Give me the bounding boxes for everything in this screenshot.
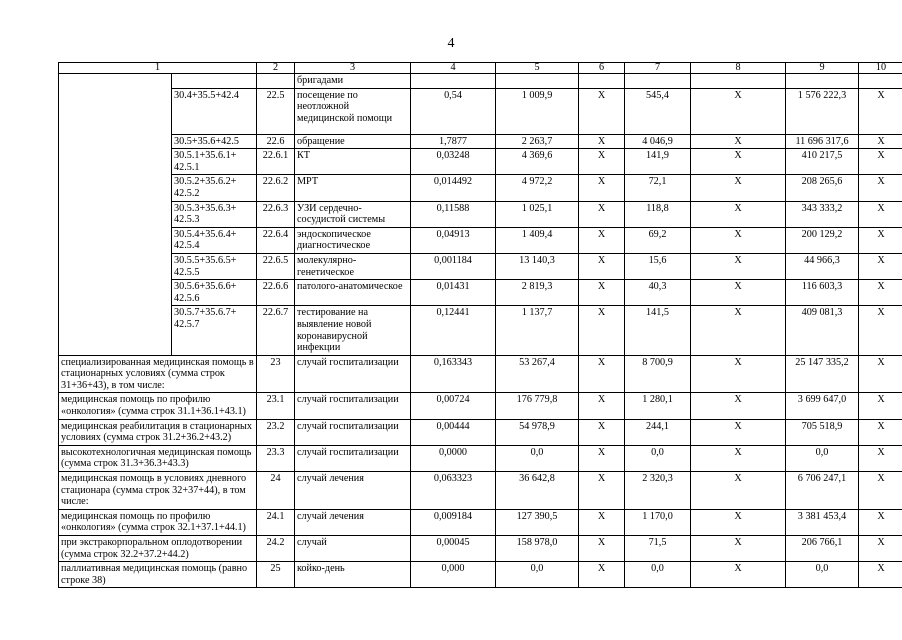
value-cell: X bbox=[579, 201, 625, 227]
unit-cell: МРТ bbox=[295, 175, 411, 201]
value-cell: 0,0 bbox=[496, 445, 579, 471]
table-row bbox=[59, 88, 902, 134]
value-cell: 0,0 bbox=[496, 562, 579, 588]
row-label-cell: при экстракорпоральном оплодотворении (сумма строк 32.2+37.2+44.2) bbox=[59, 536, 257, 562]
value-cell: 410 217,5 bbox=[786, 149, 859, 175]
value-cell: 1 009,9 bbox=[496, 88, 579, 134]
unit-cell: бригадами bbox=[295, 74, 411, 89]
value-cell: 1 137,7 bbox=[496, 306, 579, 355]
value-cell: 0,014492 bbox=[411, 175, 496, 201]
value-cell: X bbox=[579, 88, 625, 134]
value-cell: X bbox=[859, 227, 902, 253]
unit-cell: случай госпитализации bbox=[295, 419, 411, 445]
value-cell: 0,11588 bbox=[411, 201, 496, 227]
value-cell: 1,7877 bbox=[411, 134, 496, 149]
value-cell bbox=[579, 74, 625, 89]
value-cell bbox=[625, 74, 691, 89]
line-number-cell bbox=[257, 74, 295, 89]
formula-cell: 30.5.6+35.6.6+ 42.5.6 bbox=[172, 280, 257, 306]
row-label-cell: специализированная медицинская помощь в стационарных условиях (сумма строк 31+36+43), в том числе: bbox=[59, 355, 257, 393]
value-cell: X bbox=[691, 306, 786, 355]
value-cell: 244,1 bbox=[625, 419, 691, 445]
unit-cell: КТ bbox=[295, 149, 411, 175]
formula-cell: 30.5.1+35.6.1+ 42.5.1 bbox=[172, 149, 257, 175]
value-cell bbox=[496, 74, 579, 89]
value-cell bbox=[411, 74, 496, 89]
formula-cell: 30.5.2+35.6.2+ 42.5.2 bbox=[172, 175, 257, 201]
unit-cell: случай лечения bbox=[295, 509, 411, 535]
value-cell: X bbox=[859, 201, 902, 227]
value-cell: 25 147 335,2 bbox=[786, 355, 859, 393]
unit-cell: УЗИ сердечно-сосудистой системы bbox=[295, 201, 411, 227]
value-cell: 13 140,3 bbox=[496, 253, 579, 279]
line-number-cell: 22.6.1 bbox=[257, 149, 295, 175]
value-cell: 53 267,4 bbox=[496, 355, 579, 393]
value-cell: X bbox=[579, 134, 625, 149]
table-row bbox=[59, 201, 902, 227]
header-cell: 7 bbox=[625, 63, 691, 74]
value-cell: X bbox=[691, 149, 786, 175]
value-cell: X bbox=[859, 562, 902, 588]
table-row bbox=[59, 445, 902, 471]
value-cell: X bbox=[691, 393, 786, 419]
unit-cell: посещение по неотложной медицинской помощи bbox=[295, 88, 411, 134]
value-cell: 141,5 bbox=[625, 306, 691, 355]
value-cell: X bbox=[859, 149, 902, 175]
table-row bbox=[59, 306, 902, 355]
value-cell: X bbox=[579, 472, 625, 510]
line-number-cell: 22.6.3 bbox=[257, 201, 295, 227]
header-cell: 5 bbox=[496, 63, 579, 74]
blank-group-cell bbox=[59, 74, 172, 356]
line-number-cell: 24.1 bbox=[257, 509, 295, 535]
value-cell: X bbox=[579, 393, 625, 419]
value-cell: 0,0 bbox=[625, 445, 691, 471]
unit-cell: молекулярно-генетическое bbox=[295, 253, 411, 279]
value-cell: X bbox=[859, 175, 902, 201]
value-cell: 0,000 bbox=[411, 562, 496, 588]
row-label-cell: медицинская помощь в условиях дневного стационара (сумма строк 32+37+44), в том числе: bbox=[59, 472, 257, 510]
header-cell: 2 bbox=[257, 63, 295, 74]
line-number-cell: 23.3 bbox=[257, 445, 295, 471]
value-cell: 0,00724 bbox=[411, 393, 496, 419]
formula-cell: 30.5.5+35.6.5+ 42.5.5 bbox=[172, 253, 257, 279]
value-cell: 0,0000 bbox=[411, 445, 496, 471]
value-cell: X bbox=[691, 227, 786, 253]
value-cell: 118,8 bbox=[625, 201, 691, 227]
value-cell: X bbox=[691, 562, 786, 588]
table-row bbox=[59, 134, 902, 149]
value-cell: 0,54 bbox=[411, 88, 496, 134]
table-row bbox=[59, 536, 902, 562]
value-cell: 2 263,7 bbox=[496, 134, 579, 149]
table-row bbox=[59, 472, 902, 510]
value-cell: 1 170,0 bbox=[625, 509, 691, 535]
value-cell: 40,3 bbox=[625, 280, 691, 306]
row-label-cell: медицинская помощь по профилю «онкология» (сумма строк 32.1+37.1+44.1) bbox=[59, 509, 257, 535]
line-number-cell: 22.6.4 bbox=[257, 227, 295, 253]
value-cell: 6 706 247,1 bbox=[786, 472, 859, 510]
value-cell: X bbox=[859, 280, 902, 306]
row-label-cell: медицинская помощь по профилю «онкология» (сумма строк 31.1+36.1+43.1) bbox=[59, 393, 257, 419]
value-cell: X bbox=[859, 355, 902, 393]
value-cell: X bbox=[579, 419, 625, 445]
value-cell: 2 819,3 bbox=[496, 280, 579, 306]
value-cell: 4 972,2 bbox=[496, 175, 579, 201]
value-cell: 0,12441 bbox=[411, 306, 496, 355]
value-cell: X bbox=[859, 134, 902, 149]
value-cell: 1 409,4 bbox=[496, 227, 579, 253]
value-cell: 409 081,3 bbox=[786, 306, 859, 355]
value-cell: 3 381 453,4 bbox=[786, 509, 859, 535]
value-cell: X bbox=[579, 306, 625, 355]
value-cell bbox=[786, 74, 859, 89]
value-cell: 705 518,9 bbox=[786, 419, 859, 445]
unit-cell: случай госпитализации bbox=[295, 445, 411, 471]
header-cell: 10 bbox=[859, 63, 902, 74]
table-row bbox=[59, 227, 902, 253]
value-cell: X bbox=[579, 445, 625, 471]
value-cell: X bbox=[691, 253, 786, 279]
value-cell: X bbox=[691, 419, 786, 445]
value-cell: 8 700,9 bbox=[625, 355, 691, 393]
continuation-row bbox=[59, 74, 902, 89]
value-cell: X bbox=[579, 355, 625, 393]
row-label-cell: паллиативная медицинская помощь (равно строке 38) bbox=[59, 562, 257, 588]
line-number-cell: 24.2 bbox=[257, 536, 295, 562]
unit-cell: тестирование на выявление новой коронавирусной инфекции bbox=[295, 306, 411, 355]
unit-cell: случай лечения bbox=[295, 472, 411, 510]
value-cell: 127 390,5 bbox=[496, 509, 579, 535]
value-cell: 0,001184 bbox=[411, 253, 496, 279]
value-cell: X bbox=[691, 355, 786, 393]
value-cell: 343 333,2 bbox=[786, 201, 859, 227]
value-cell: X bbox=[859, 445, 902, 471]
value-cell: 0,0 bbox=[786, 445, 859, 471]
formula-cell: 30.4+35.5+42.4 bbox=[172, 88, 257, 134]
unit-cell: эндоскопическое диагностическое bbox=[295, 227, 411, 253]
line-number-cell: 23.2 bbox=[257, 419, 295, 445]
line-number-cell: 23.1 bbox=[257, 393, 295, 419]
value-cell: 0,03248 bbox=[411, 149, 496, 175]
value-cell: 1 280,1 bbox=[625, 393, 691, 419]
value-cell: X bbox=[859, 536, 902, 562]
value-cell: 206 766,1 bbox=[786, 536, 859, 562]
value-cell: 0,01431 bbox=[411, 280, 496, 306]
value-cell: 3 699 647,0 bbox=[786, 393, 859, 419]
value-cell: 176 779,8 bbox=[496, 393, 579, 419]
value-cell: 11 696 317,6 bbox=[786, 134, 859, 149]
value-cell bbox=[859, 74, 902, 89]
value-cell: X bbox=[859, 419, 902, 445]
table-row bbox=[59, 253, 902, 279]
value-cell: X bbox=[691, 134, 786, 149]
value-cell: 0,00045 bbox=[411, 536, 496, 562]
value-cell: 54 978,9 bbox=[496, 419, 579, 445]
value-cell: X bbox=[859, 253, 902, 279]
value-cell: X bbox=[579, 280, 625, 306]
line-number-cell: 22.5 bbox=[257, 88, 295, 134]
value-cell: 0,00444 bbox=[411, 419, 496, 445]
unit-cell: случай госпитализации bbox=[295, 355, 411, 393]
header-row bbox=[59, 63, 902, 74]
value-cell: 36 642,8 bbox=[496, 472, 579, 510]
unit-cell: случай госпитализации bbox=[295, 393, 411, 419]
value-cell: 0,0 bbox=[625, 562, 691, 588]
row-label-cell: медицинская реабилитация в стационарных условиях (сумма строк 31.2+36.2+43.2) bbox=[59, 419, 257, 445]
value-cell: 0,063323 bbox=[411, 472, 496, 510]
value-cell: 0,04913 bbox=[411, 227, 496, 253]
value-cell: 141,9 bbox=[625, 149, 691, 175]
value-cell: 44 966,3 bbox=[786, 253, 859, 279]
formula-cell: 30.5+35.6+42.5 bbox=[172, 134, 257, 149]
value-cell: 208 265,6 bbox=[786, 175, 859, 201]
formula-cell: 30.5.4+35.6.4+ 42.5.4 bbox=[172, 227, 257, 253]
header-cell: 4 bbox=[411, 63, 496, 74]
unit-cell: обращение bbox=[295, 134, 411, 149]
value-cell: 1 025,1 bbox=[496, 201, 579, 227]
header-cell: 1 bbox=[59, 63, 257, 74]
unit-cell: патолого-анатомическое bbox=[295, 280, 411, 306]
value-cell: 4 369,6 bbox=[496, 149, 579, 175]
value-cell: X bbox=[691, 509, 786, 535]
value-cell: 0,0 bbox=[786, 562, 859, 588]
value-cell: 545,4 bbox=[625, 88, 691, 134]
value-cell: 158 978,0 bbox=[496, 536, 579, 562]
row-label-cell: высокотехнологичная медицинская помощь (сумма строк 31.3+36.3+43.3) bbox=[59, 445, 257, 471]
value-cell: X bbox=[579, 227, 625, 253]
value-cell bbox=[691, 74, 786, 89]
value-cell: X bbox=[579, 175, 625, 201]
value-cell: X bbox=[579, 536, 625, 562]
table-row bbox=[59, 509, 902, 535]
header-cell: 8 bbox=[691, 63, 786, 74]
value-cell: X bbox=[579, 253, 625, 279]
table-row bbox=[59, 175, 902, 201]
value-cell: 72,1 bbox=[625, 175, 691, 201]
value-cell: X bbox=[691, 445, 786, 471]
value-cell: X bbox=[691, 536, 786, 562]
value-cell: X bbox=[859, 509, 902, 535]
formula-cell: 30.5.7+35.6.7+ 42.5.7 bbox=[172, 306, 257, 355]
value-cell: X bbox=[691, 201, 786, 227]
line-number-cell: 23 bbox=[257, 355, 295, 393]
header-cell: 9 bbox=[786, 63, 859, 74]
unit-cell: койко-день bbox=[295, 562, 411, 588]
line-number-cell: 22.6.6 bbox=[257, 280, 295, 306]
line-number-cell: 24 bbox=[257, 472, 295, 510]
value-cell: X bbox=[691, 175, 786, 201]
value-cell: X bbox=[859, 306, 902, 355]
line-number-cell: 22.6.5 bbox=[257, 253, 295, 279]
table-row bbox=[59, 280, 902, 306]
formula-cell bbox=[172, 74, 257, 89]
value-cell: X bbox=[859, 88, 902, 134]
value-cell: X bbox=[691, 472, 786, 510]
value-cell: X bbox=[859, 472, 902, 510]
value-cell: 116 603,3 bbox=[786, 280, 859, 306]
unit-cell: случай bbox=[295, 536, 411, 562]
value-cell: X bbox=[691, 88, 786, 134]
header-cell: 3 bbox=[295, 63, 411, 74]
value-cell: 69,2 bbox=[625, 227, 691, 253]
value-cell: X bbox=[691, 280, 786, 306]
data-table bbox=[58, 62, 902, 588]
table-row bbox=[59, 149, 902, 175]
table-row bbox=[59, 419, 902, 445]
value-cell: 200 129,2 bbox=[786, 227, 859, 253]
line-number-cell: 22.6 bbox=[257, 134, 295, 149]
line-number-cell: 25 bbox=[257, 562, 295, 588]
value-cell: X bbox=[859, 393, 902, 419]
value-cell: 15,6 bbox=[625, 253, 691, 279]
value-cell: X bbox=[579, 509, 625, 535]
table-row bbox=[59, 355, 902, 393]
table-row bbox=[59, 562, 902, 588]
value-cell: 71,5 bbox=[625, 536, 691, 562]
value-cell: 4 046,9 bbox=[625, 134, 691, 149]
value-cell: X bbox=[579, 149, 625, 175]
value-cell: X bbox=[579, 562, 625, 588]
value-cell: 0,163343 bbox=[411, 355, 496, 393]
line-number-cell: 22.6.7 bbox=[257, 306, 295, 355]
table-row bbox=[59, 393, 902, 419]
value-cell: 2 320,3 bbox=[625, 472, 691, 510]
value-cell: 0,009184 bbox=[411, 509, 496, 535]
line-number-cell: 22.6.2 bbox=[257, 175, 295, 201]
value-cell: 1 576 222,3 bbox=[786, 88, 859, 134]
header-cell: 6 bbox=[579, 63, 625, 74]
page-number: 4 bbox=[447, 36, 455, 51]
formula-cell: 30.5.3+35.6.3+ 42.5.3 bbox=[172, 201, 257, 227]
